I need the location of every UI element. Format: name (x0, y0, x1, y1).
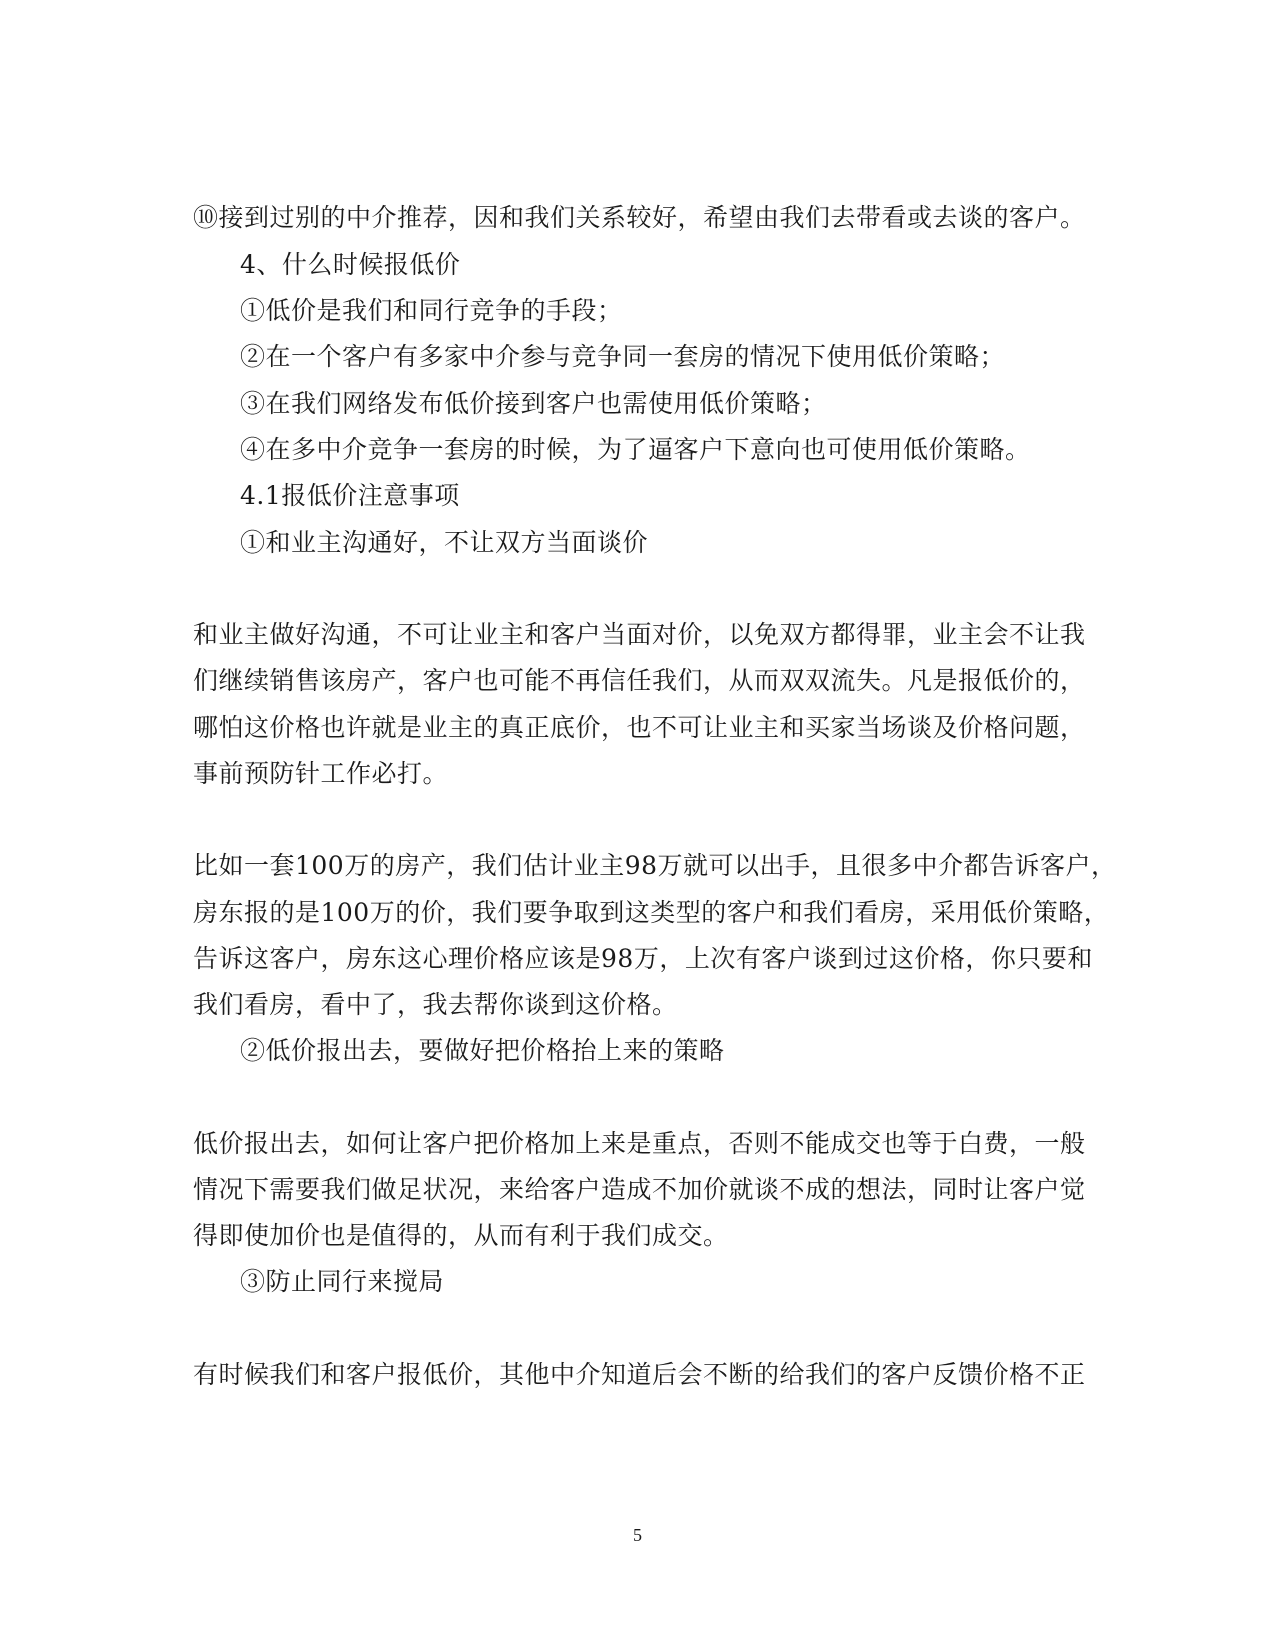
paragraph-line: 情况下需要我们做足状况，来给客户造成不加价就谈不成的想法，同时让客户觉 (193, 1175, 1086, 1204)
paragraph-line: 我们看房，看中了，我去帮你谈到这价格。 (193, 990, 678, 1019)
list-item-3: ③在我们网络发布低价接到客户也需使用低价策略； (240, 389, 827, 418)
list-item-1: ①低价是我们和同行竞争的手段； (240, 296, 623, 325)
paragraph-line: 哪怕这价格也许就是业主的真正底价，也不可让业主和买家当场谈及价格问题， (193, 713, 1086, 742)
paragraph-line: 得即使加价也是值得的，从而有利于我们成交。 (193, 1221, 729, 1250)
paragraph-line: 和业主做好沟通，不可让业主和客户当面对价，以免双方都得罪，业主会不让我 (193, 620, 1086, 649)
paragraph-line: 们继续销售该房产，客户也可能不再信任我们，从而双双流失。凡是报低价的， (193, 666, 1086, 695)
paragraph-line: 告诉这客户，房东这心理价格应该是98万，上次有客户谈到过这价格，你只要和 (193, 944, 1093, 973)
list-item-4: ④在多中介竞争一套房的时候，为了逼客户下意向也可使用低价策略。 (240, 435, 1031, 464)
list-item-2: ②在一个客户有多家中介参与竞争同一套房的情况下使用低价策略； (240, 342, 1006, 371)
paragraph-line: 房东报的是100万的价，我们要争取到这类型的客户和我们看房，采用低价策略， (193, 898, 1110, 927)
section-heading-4: 4、什么时候报低价 (240, 250, 461, 279)
list-item-10: ⑩接到过别的中介推荐，因和我们关系较好，希望由我们去带看或去谈的客户。 (193, 203, 1086, 232)
subheading-3: ③防止同行来搅局 (240, 1267, 445, 1296)
subheading-1: ①和业主沟通好，不让双方当面谈价 (240, 528, 649, 557)
subheading-2: ②低价报出去，要做好把价格抬上来的策略 (240, 1036, 725, 1065)
section-heading-4-1: 4.1报低价注意事项 (240, 481, 460, 510)
paragraph-line: 事前预防针工作必打。 (193, 759, 449, 788)
paragraph-line: 比如一套100万的房产，我们估计业主98万就可以出手，且很多中介都告诉客户， (193, 851, 1117, 880)
page-number: 5 (633, 1525, 642, 1545)
paragraph-line: 有时候我们和客户报低价，其他中介知道后会不断的给我们的客户反馈价格不正 (193, 1360, 1086, 1389)
paragraph-line: 低价报出去，如何让客户把价格加上来是重点，否则不能成交也等于白费，一般 (193, 1129, 1086, 1158)
